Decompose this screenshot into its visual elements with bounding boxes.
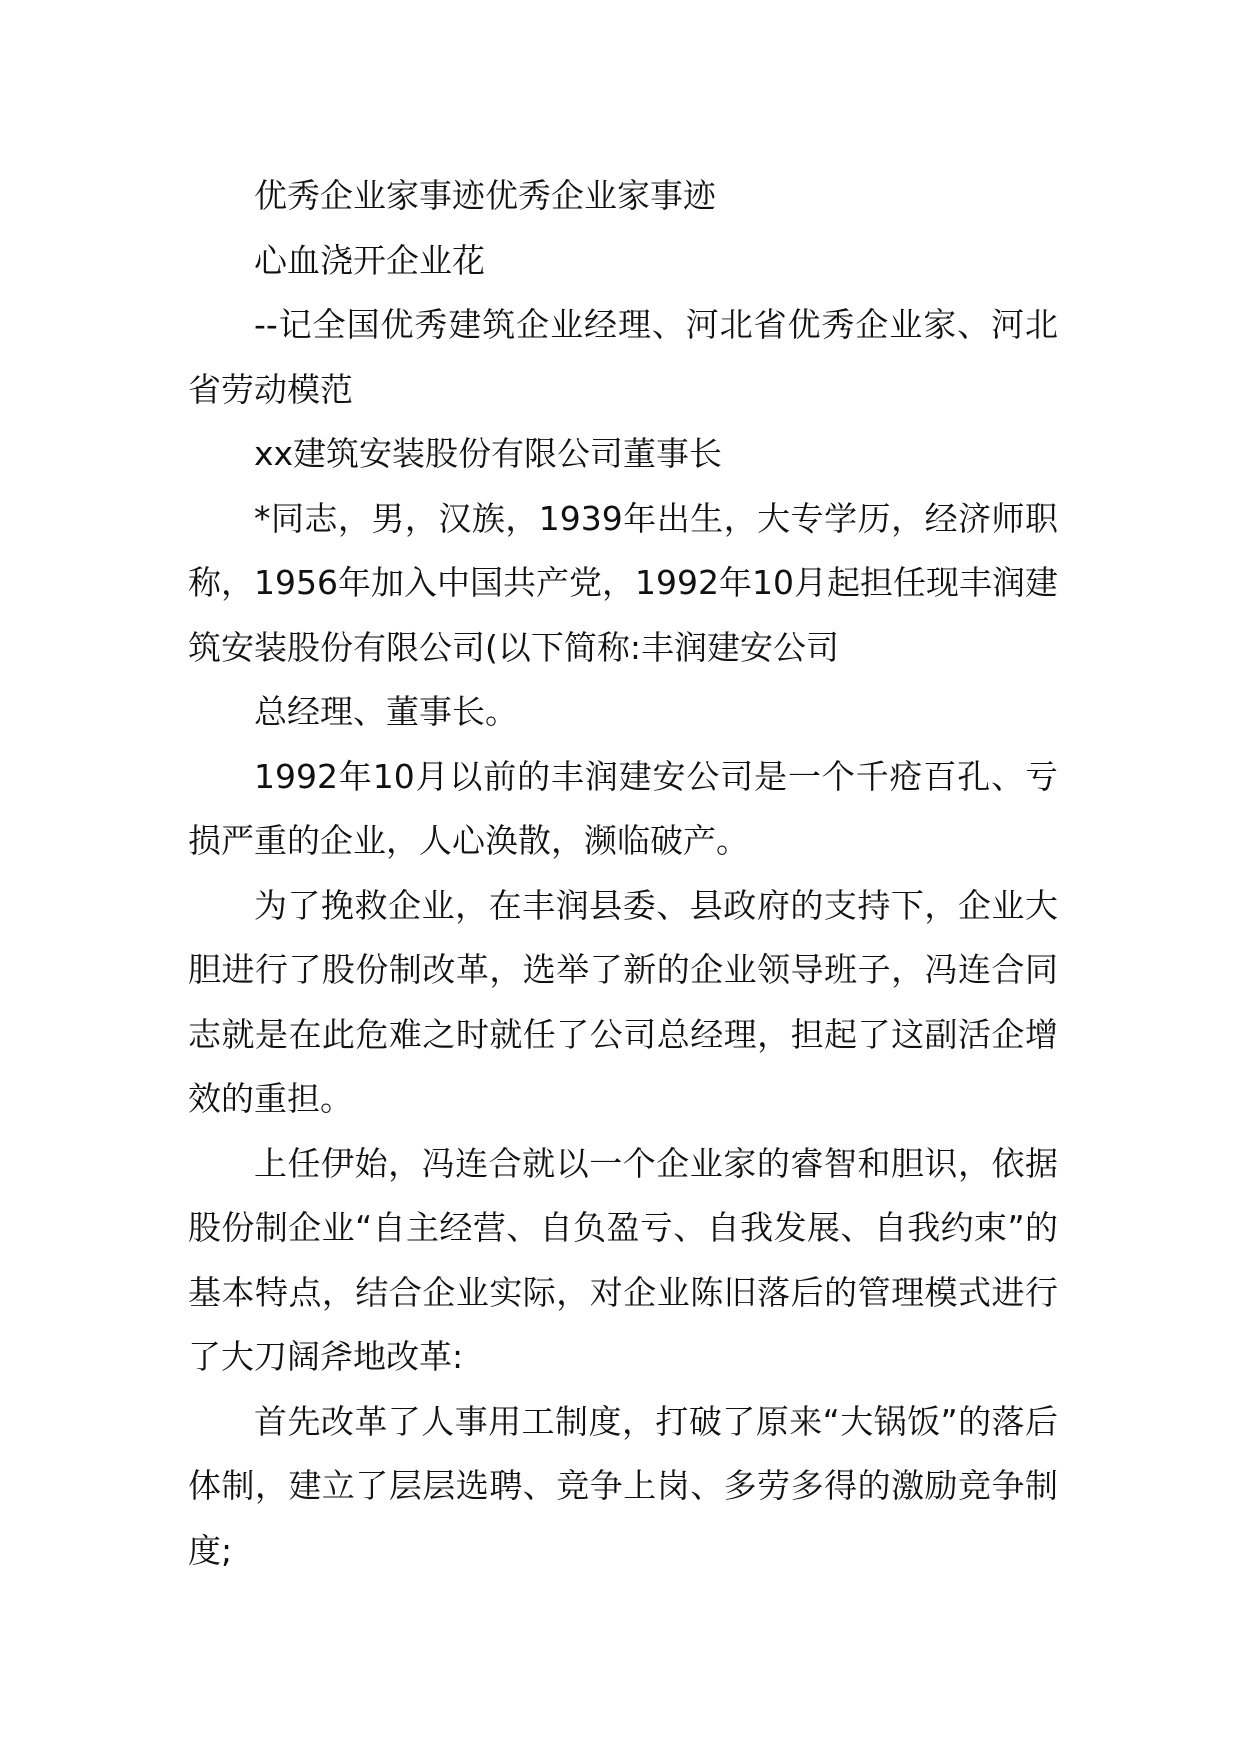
article-subject-title: xx建筑安装股份有限公司董事长: [254, 434, 723, 473]
document-title: 优秀企业家事迹优秀企业家事迹: [254, 176, 716, 215]
paragraph-profile-cont: 总经理、董事长。: [254, 692, 518, 731]
article-headline: 心血浇开企业花: [254, 240, 485, 280]
document-body: [188, 164, 1058, 1583]
paragraph-personnel: 首先改革了人事用工制度，打破了原来“大锅饭”的落后体制，建立了层层选聘、竞争上岗、多劳多得的激励竞争制度;: [188, 1401, 1058, 1570]
paragraph-reform: 为了挽救企业，在丰润县委、县政府的支持下，企业大胆进行了股份制改革，选举了新的企业领导班子，冯连合同志就是在此危难之时就任了公司总经理，担起了这副活企增效的重担。: [188, 885, 1058, 1118]
paragraph-profile: *同志，男，汉族，1939年出生，大专学历，经济师职称，1956年加入中国共产党，1992年10月起担任现丰润建筑安装股份有限公司(以下简称:丰润建安公司: [188, 498, 1058, 667]
paragraph-management: 上任伊始，冯连合就以一个企业家的睿智和胆识，依据股份制企业“自主经营、自负盈亏、自我发展、自我约束”的基本特点，结合企业实际，对企业陈旧落后的管理模式进行了大刀阔斧地改革:: [188, 1143, 1058, 1376]
paragraph-background: 1992年10月以前的丰润建安公司是一个千疮百孔、亏损严重的企业，人心涣散，濒临破产。: [188, 756, 1058, 860]
article-subtitle: --记全国优秀建筑企业经理、河北省优秀企业家、河北省劳动模范: [188, 305, 1058, 409]
